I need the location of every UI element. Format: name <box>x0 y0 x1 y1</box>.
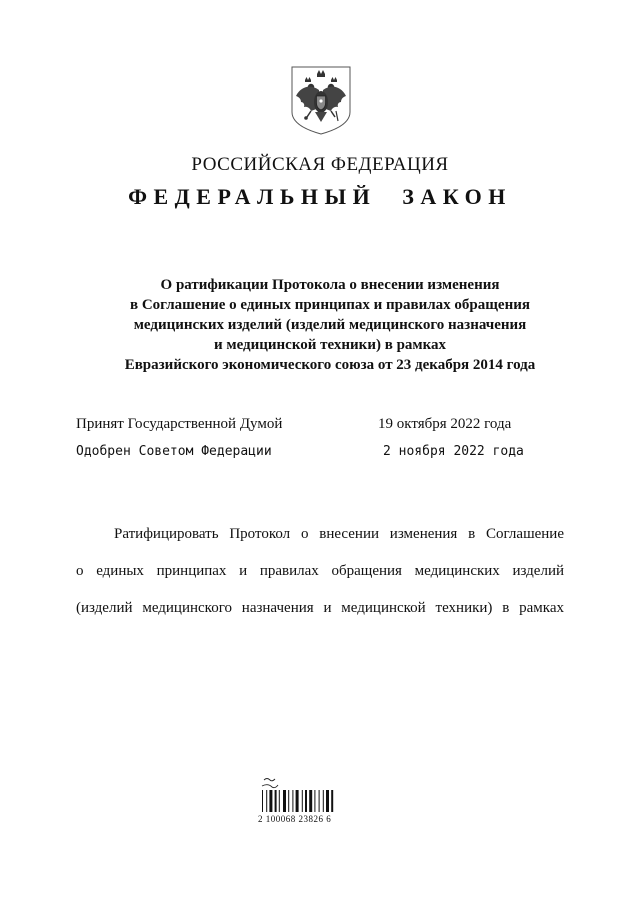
law-body-text <box>76 516 564 627</box>
barcode-bar <box>305 790 307 812</box>
coat-of-arms-icon <box>289 64 353 136</box>
law-title-line: медицинских изделий (изделий медицинского назначения <box>133 317 527 333</box>
law-title <box>100 275 560 375</box>
barcode-bar <box>283 790 286 812</box>
body-line: о единых принципах и правилах обращения медицинских изделий <box>76 563 564 579</box>
law-title-line: в Соглашение о единых принципах и правилах обращения <box>129 297 530 313</box>
law-title-line: и медицинской техники) в рамках <box>213 337 447 353</box>
barcode-bar <box>326 790 329 812</box>
barcode-graphic <box>258 778 368 814</box>
barcode-bar <box>266 790 267 812</box>
barcode-bar <box>279 790 280 812</box>
barcode-bar <box>296 790 299 812</box>
law-type-heading: ФЕДЕРАЛЬНЫЙ ЗАКОН <box>128 184 512 209</box>
law-title-line: Евразийского экономического союза от 23 декабря 2014 года <box>124 357 536 373</box>
law-title-line: О ратификации Протокола о внесении изменения <box>160 277 500 293</box>
barcode-bar <box>314 790 315 812</box>
duma-adoption-date: 19 октября 2022 года <box>378 416 512 432</box>
body-line: Ратифицировать Протокол о внесении изменения в Соглашение <box>114 526 564 542</box>
barcode-bar <box>302 790 303 812</box>
country-name: РОССИЙСКАЯ ФЕДЕРАЦИЯ <box>191 154 449 175</box>
barcode-bar <box>292 790 293 812</box>
barcode-bar <box>319 790 320 812</box>
duma-adoption-label: Принят Государственной Думой <box>76 416 283 432</box>
barcode-number: 2 100068 23826 6 <box>258 814 332 824</box>
council-approval-label: Одобрен Советом Федерации <box>76 444 272 459</box>
barcode-bar <box>331 790 333 812</box>
barcode-bar <box>262 790 263 812</box>
body-line: (изделий медицинского назначения и медицинской техники) в рамках <box>76 600 564 616</box>
barcode-bar <box>323 790 324 812</box>
barcode-bar <box>275 790 277 812</box>
barcode-bar <box>269 790 272 812</box>
barcode-bar <box>288 790 289 812</box>
council-approval-date: 2 ноября 2022 года <box>383 444 524 459</box>
barcode-bar <box>309 790 312 812</box>
